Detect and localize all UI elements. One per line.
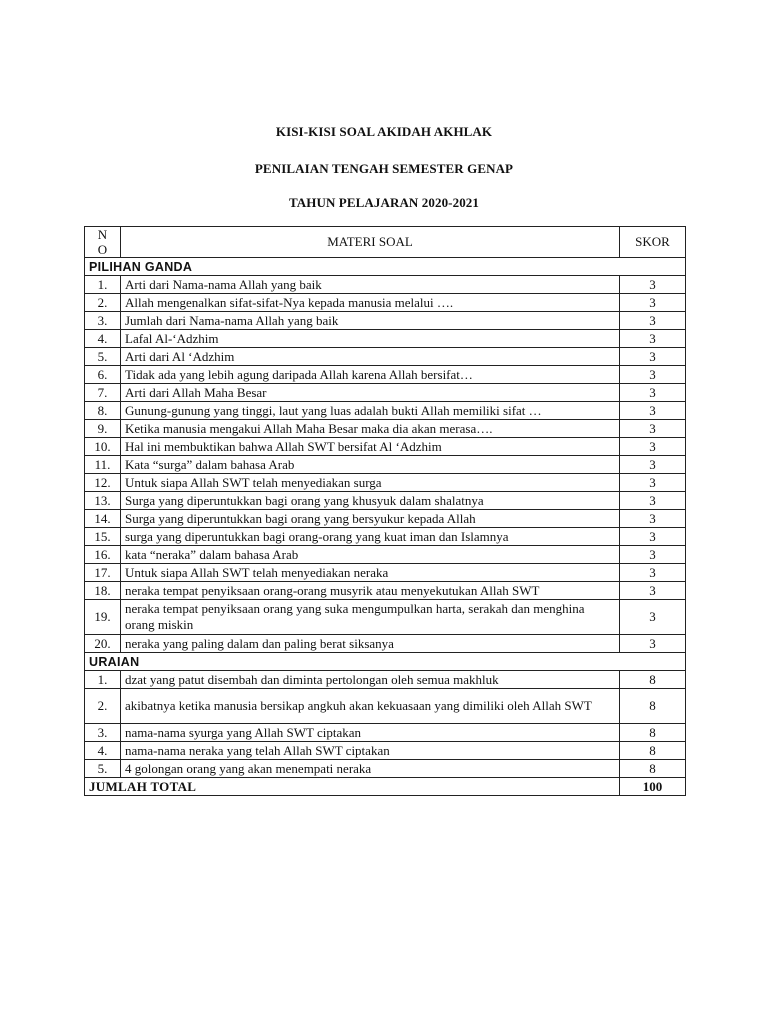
- uraian-row-skor: 8: [620, 689, 686, 724]
- pilihan-ganda-row-materi: surga yang diperuntukkan bagi orang-orang yang kuat iman dan Islamnya: [121, 528, 620, 546]
- pilihan-ganda-row-skor: 3: [620, 528, 686, 546]
- uraian-row-skor: 8: [620, 724, 686, 742]
- uraian-row: [85, 671, 686, 689]
- pilihan-ganda-row-skor: 3: [620, 330, 686, 348]
- pilihan-ganda-row-number: 13.: [85, 492, 121, 510]
- uraian-row-number: 3.: [85, 724, 121, 742]
- pilihan-ganda-row: [85, 420, 686, 438]
- pilihan-ganda-row-skor: 3: [620, 348, 686, 366]
- uraian-row-materi: nama-nama neraka yang telah Allah SWT ciptakan: [121, 742, 620, 760]
- pilihan-ganda-row-materi: Kata “surga” dalam bahasa Arab: [121, 456, 620, 474]
- section-row-pilihan-ganda: [85, 258, 686, 276]
- pilihan-ganda-row-number: 6.: [85, 366, 121, 384]
- pilihan-ganda-row-number: 18.: [85, 582, 121, 600]
- header-no: [85, 227, 121, 258]
- kisi-kisi-table: [84, 226, 686, 796]
- pilihan-ganda-row: [85, 582, 686, 600]
- uraian-row-skor: 8: [620, 742, 686, 760]
- pilihan-ganda-row-number: 17.: [85, 564, 121, 582]
- total-row: [85, 778, 686, 796]
- pilihan-ganda-row: [85, 528, 686, 546]
- pilihan-ganda-row-materi: Arti dari Allah Maha Besar: [121, 384, 620, 402]
- pilihan-ganda-row-skor: 3: [620, 600, 686, 635]
- pilihan-ganda-row-number: 1.: [85, 276, 121, 294]
- pilihan-ganda-row-materi: Jumlah dari Nama-nama Allah yang baik: [121, 312, 620, 330]
- uraian-row-number: 1.: [85, 671, 121, 689]
- section-label-uraian: URAIAN: [85, 653, 686, 671]
- pilihan-ganda-row-skor: 3: [620, 384, 686, 402]
- pilihan-ganda-row: [85, 492, 686, 510]
- pilihan-ganda-row-skor: 3: [620, 366, 686, 384]
- pilihan-ganda-row-skor: 3: [620, 312, 686, 330]
- uraian-row: [85, 689, 686, 724]
- pilihan-ganda-row: [85, 546, 686, 564]
- pilihan-ganda-row-number: 15.: [85, 528, 121, 546]
- pilihan-ganda-row-materi: Gunung-gunung yang tinggi, laut yang luas adalah bukti Allah memiliki sifat …: [121, 402, 620, 420]
- pilihan-ganda-row-materi: Untuk siapa Allah SWT telah menyediakan surga: [121, 474, 620, 492]
- pilihan-ganda-row-materi: Lafal Al-‘Adzhim: [121, 330, 620, 348]
- pilihan-ganda-row-number: 9.: [85, 420, 121, 438]
- pilihan-ganda-row: [85, 456, 686, 474]
- pilihan-ganda-row-number: 20.: [85, 635, 121, 653]
- uraian-row-materi: nama-nama syurga yang Allah SWT ciptakan: [121, 724, 620, 742]
- pilihan-ganda-row-skor: 3: [620, 582, 686, 600]
- pilihan-ganda-row-skor: 3: [620, 294, 686, 312]
- pilihan-ganda-row-number: 2.: [85, 294, 121, 312]
- pilihan-ganda-row-skor: 3: [620, 492, 686, 510]
- pilihan-ganda-row-skor: 3: [620, 635, 686, 653]
- pilihan-ganda-row-number: 3.: [85, 312, 121, 330]
- pilihan-ganda-row-skor: 3: [620, 564, 686, 582]
- pilihan-ganda-row: [85, 402, 686, 420]
- doc-subtitle: PENILAIAN TENGAH SEMESTER GENAP: [254, 161, 514, 176]
- pilihan-ganda-row-skor: 3: [620, 474, 686, 492]
- pilihan-ganda-row-materi: Surga yang diperuntukkan bagi orang yang bersyukur kepada Allah: [121, 510, 620, 528]
- pilihan-ganda-row-materi: Allah mengenalkan sifat-sifat-Nya kepada manusia melalui ….: [121, 294, 620, 312]
- pilihan-ganda-row: [85, 330, 686, 348]
- header-no-line1: N: [97, 227, 108, 242]
- pilihan-ganda-row: [85, 510, 686, 528]
- pilihan-ganda-row-number: 11.: [85, 456, 121, 474]
- pilihan-ganda-row: [85, 438, 686, 456]
- pilihan-ganda-row-number: 10.: [85, 438, 121, 456]
- uraian-row-skor: 8: [620, 671, 686, 689]
- uraian-row: [85, 760, 686, 778]
- pilihan-ganda-row-skor: 3: [620, 420, 686, 438]
- uraian-row: [85, 742, 686, 760]
- pilihan-ganda-row-materi: Tidak ada yang lebih agung daripada Allah karena Allah bersifat…: [121, 366, 620, 384]
- pilihan-ganda-row-skor: 3: [620, 546, 686, 564]
- section-label-pilihan-ganda: PILIHAN GANDA: [85, 258, 686, 276]
- pilihan-ganda-row: [85, 384, 686, 402]
- total-value: 100: [620, 778, 686, 796]
- pilihan-ganda-row-number: 4.: [85, 330, 121, 348]
- uraian-row-materi: dzat yang patut disembah dan diminta pertolongan oleh semua makhluk: [121, 671, 620, 689]
- pilihan-ganda-row-number: 19.: [85, 600, 121, 635]
- uraian-row-number: 2.: [85, 689, 121, 724]
- pilihan-ganda-row-number: 16.: [85, 546, 121, 564]
- pilihan-ganda-row-number: 7.: [85, 384, 121, 402]
- pilihan-ganda-row-skor: 3: [620, 276, 686, 294]
- pilihan-ganda-row-materi: neraka yang paling dalam dan paling berat siksanya: [121, 635, 620, 653]
- pilihan-ganda-row-materi: neraka tempat penyiksaan orang yang suka mengumpulkan harta, serakah dan menghina orang miskin: [121, 600, 620, 635]
- doc-title: KISI-KISI SOAL AKIDAH AKHLAK: [275, 124, 493, 139]
- uraian-row-materi: akibatnya ketika manusia bersikap angkuh akan kekuasaan yang dimiliki oleh Allah SWT: [121, 689, 620, 724]
- pilihan-ganda-row: [85, 348, 686, 366]
- pilihan-ganda-row-skor: 3: [620, 510, 686, 528]
- pilihan-ganda-row-materi: Untuk siapa Allah SWT telah menyediakan neraka: [121, 564, 620, 582]
- pilihan-ganda-row-materi: Surga yang diperuntukkan bagi orang yang khusyuk dalam shalatnya: [121, 492, 620, 510]
- pilihan-ganda-row-materi: neraka tempat penyiksaan orang-orang musyrik atau menyekutukan Allah SWT: [121, 582, 620, 600]
- doc-year: TAHUN PELAJARAN 2020-2021: [288, 195, 480, 210]
- pilihan-ganda-row: [85, 564, 686, 582]
- pilihan-ganda-row: [85, 474, 686, 492]
- section-row-uraian: [85, 653, 686, 671]
- uraian-row-number: 5.: [85, 760, 121, 778]
- pilihan-ganda-row-materi: Arti dari Nama-nama Allah yang baik: [121, 276, 620, 294]
- uraian-row-materi: 4 golongan orang yang akan menempati neraka: [121, 760, 620, 778]
- uraian-row-number: 4.: [85, 742, 121, 760]
- pilihan-ganda-row-materi: kata “neraka” dalam bahasa Arab: [121, 546, 620, 564]
- pilihan-ganda-row-skor: 3: [620, 402, 686, 420]
- pilihan-ganda-row-skor: 3: [620, 438, 686, 456]
- pilihan-ganda-row-materi: Ketika manusia mengakui Allah Maha Besar maka dia akan merasa….: [121, 420, 620, 438]
- pilihan-ganda-row-skor: 3: [620, 456, 686, 474]
- pilihan-ganda-row: [85, 600, 686, 635]
- table-header-row: [85, 227, 686, 258]
- header-skor: SKOR: [620, 227, 686, 258]
- uraian-row: [85, 724, 686, 742]
- pilihan-ganda-row-number: 12.: [85, 474, 121, 492]
- pilihan-ganda-row: [85, 635, 686, 653]
- table-body: [85, 258, 686, 796]
- pilihan-ganda-row: [85, 366, 686, 384]
- pilihan-ganda-row-number: 5.: [85, 348, 121, 366]
- pilihan-ganda-row-number: 8.: [85, 402, 121, 420]
- header-no-line2: O: [97, 242, 108, 257]
- pilihan-ganda-row: [85, 312, 686, 330]
- uraian-row-skor: 8: [620, 760, 686, 778]
- header-materi: MATERI SOAL: [121, 227, 620, 258]
- pilihan-ganda-row-number: 14.: [85, 510, 121, 528]
- pilihan-ganda-row-materi: Hal ini membuktikan bahwa Allah SWT bersifat Al ‘Adzhim: [121, 438, 620, 456]
- total-label: JUMLAH TOTAL: [85, 778, 620, 796]
- pilihan-ganda-row: [85, 276, 686, 294]
- pilihan-ganda-row-materi: Arti dari Al ‘Adzhim: [121, 348, 620, 366]
- pilihan-ganda-row: [85, 294, 686, 312]
